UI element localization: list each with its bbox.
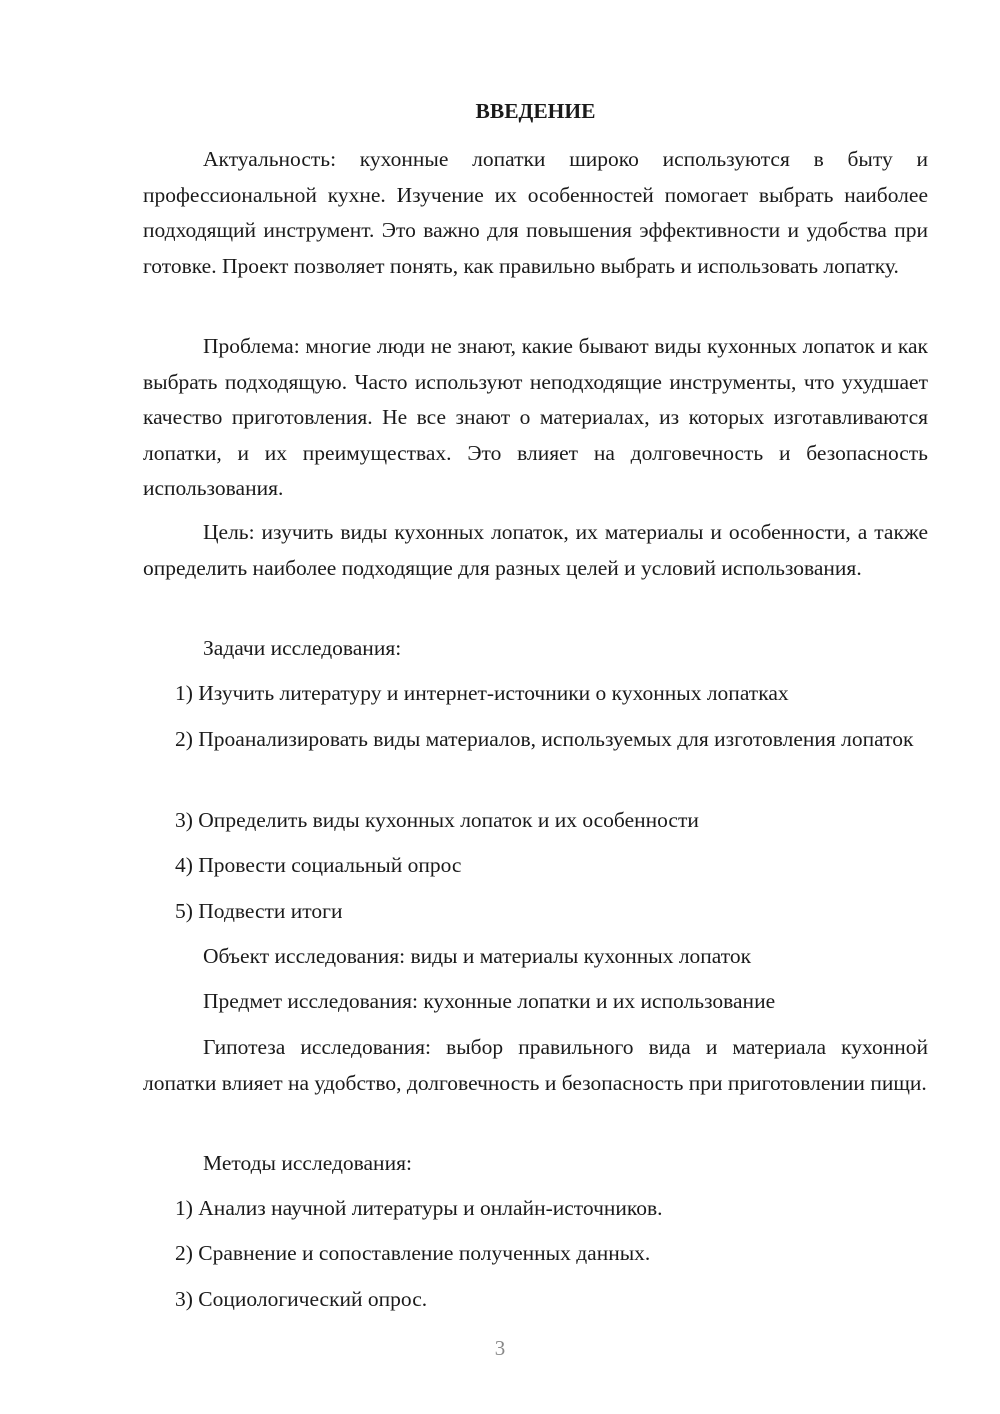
list-item-task-3: 3) Определить виды кухонных лопаток и их особенности bbox=[175, 808, 699, 832]
paragraph-relevance: Актуальность: кухонные лопатки широко используются в быту и профессиональной кухне. Изучение их особенностей помогает выбрать наиболее подходящий инструмент. Это важно для повышения эффективности и удобства при готовке. Проект позволяет понять, как правильно выбрать и использовать лопатку. bbox=[143, 147, 928, 278]
paragraph-goal: Цель: изучить виды кухонных лопаток, их материалы и особенности, а также определить наиболее подходящие для разных целей и условий использования. bbox=[143, 520, 928, 580]
list-item-task-4: 4) Провести социальный опрос bbox=[175, 853, 462, 877]
list-item-task-1: 1) Изучить литературу и интернет-источники о кухонных лопатках bbox=[175, 681, 789, 705]
paragraph-tasks-heading: Задачи исследования: bbox=[203, 636, 402, 660]
page-title: ВВЕДЕНИЕ bbox=[475, 99, 596, 123]
list-item-task-2: 2) Проанализировать виды материалов, используемых для изготовления лопаток bbox=[175, 727, 914, 751]
paragraph-hypothesis: Гипотеза исследования: выбор правильного вида и материала кухонной лопатки влияет на удобство, долговечность и безопасность при приготовлении пищи. bbox=[143, 1035, 928, 1095]
paragraph-problem: Проблема: многие люди не знают, какие бывают виды кухонных лопаток и как выбрать подходящую. Часто используют неподходящие инструменты, что ухудшает качество приготовления. Не все знают о материалах, из которых изготавливаются лопатки, и их преимуществах. Это влияет на долговечность и безопасность использования. bbox=[143, 334, 928, 500]
paragraph-object: Объект исследования: виды и материалы кухонных лопаток bbox=[203, 944, 752, 968]
list-item-method-1: 1) Анализ научной литературы и онлайн-источников. bbox=[175, 1196, 663, 1220]
paragraph-subject: Предмет исследования: кухонные лопатки и их использование bbox=[203, 989, 776, 1013]
list-item-task-5: 5) Подвести итоги bbox=[175, 899, 343, 923]
list-item-method-2: 2) Сравнение и сопоставление полученных данных. bbox=[175, 1241, 651, 1265]
page-number: 3 bbox=[494, 1336, 506, 1360]
paragraph-methods-heading: Методы исследования: bbox=[203, 1151, 412, 1175]
list-item-method-3: 3) Социологический опрос. bbox=[175, 1287, 428, 1311]
